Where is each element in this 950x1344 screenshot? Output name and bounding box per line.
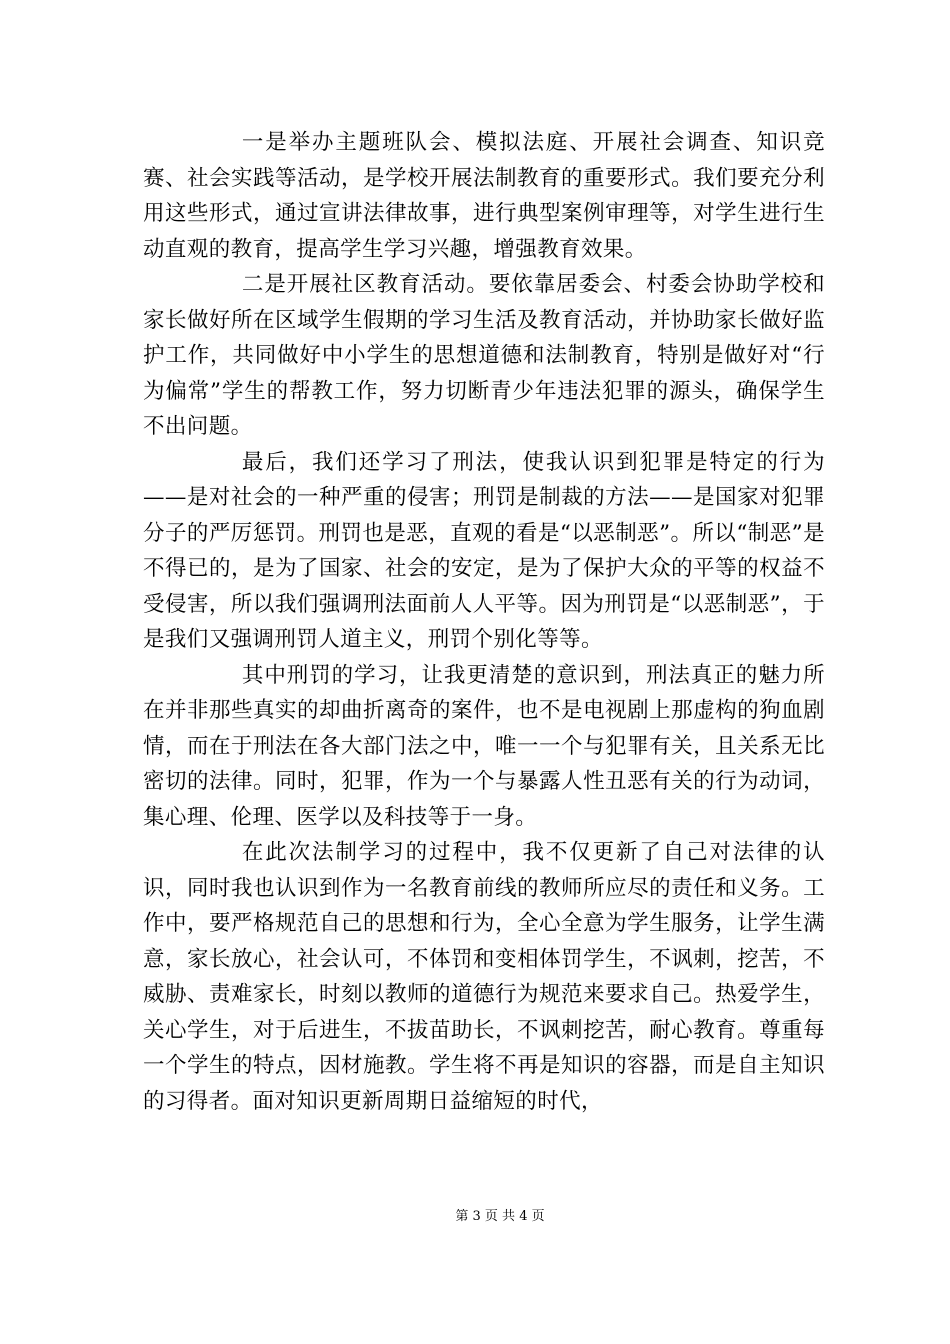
document-body: [143, 125, 825, 1119]
page-number-footer: 第 3 页 共 4 页: [455, 1209, 545, 1224]
paragraph-criminal-law: 最后，我们还学习了刑法，使我认识到犯罪是特定的行为——是对社会的一种严重的侵害；刑罚是制裁的方法——是国家对犯罪分子的严厉惩罚。刑罚也是恶，直观的看是“以恶制恶”。所以“制恶”是不得已的，是为了国家、社会的安定，是为了保护大众的平等的权益不受侵害，所以我们强调刑法面前人人平等。因为刑罚是“以恶制恶”，于是我们又强调刑罚人道主义，刑罚个别化等等。: [143, 449, 825, 652]
paragraph-community: 二是开展社区教育活动。要依靠居委会、村委会协助学校和家长做好所在区域学生假期的学习生活及教育活动，并协助家长做好监护工作，共同做好中小学生的思想道德和法制教育，特别是做好对“行为偏常”学生的帮教工作，努力切断青少年违法犯罪的源头，确保学生不出问题。: [143, 272, 825, 439]
paragraph-punishment: 其中刑罚的学习，让我更清楚的意识到，刑法真正的魅力所在并非那些真实的却曲折离奇的案件，也不是电视剧上那虚构的狗血剧情，而在于刑法在各大部门法之中，唯一一个与犯罪有关，且关系无比密切的法律。同时，犯罪，作为一个与暴露人性丑恶有关的行为动词，集心理、伦理、医学以及科技等于一身。: [143, 662, 825, 830]
paragraph-reflection: 在此次法制学习的过程中，我不仅更新了自己对法律的认识，同时我也认识到作为一名教育前线的教师所应尽的责任和义务。工作中，要严格规范自己的思想和行为，全心全意为学生服务，让学生满意，家长放心，社会认可，不体罚和变相体罚学生，不讽刺，挖苦，不威胁、责难家长，时刻以教师的道德行为规范来要求自己。热爱学生，关心学生，对于后进生，不拔苗助长，不讽刺挖苦，耐心教育。尊重每一个学生的特点，因材施教。学生将不再是知识的容器，而是自主知识的习得者。面对知识更新周期日益缩短的时代，: [143, 840, 825, 1114]
paragraph-activities: 一是举办主题班队会、模拟法庭、开展社会调查、知识竞赛、社会实践等活动，是学校开展法制教育的重要形式。我们要充分利用这些形式，通过宣讲法律故事，进行典型案例审理等，对学生进行生动直观的教育，提高学生学习兴趣，增强教育效果。: [143, 130, 825, 262]
